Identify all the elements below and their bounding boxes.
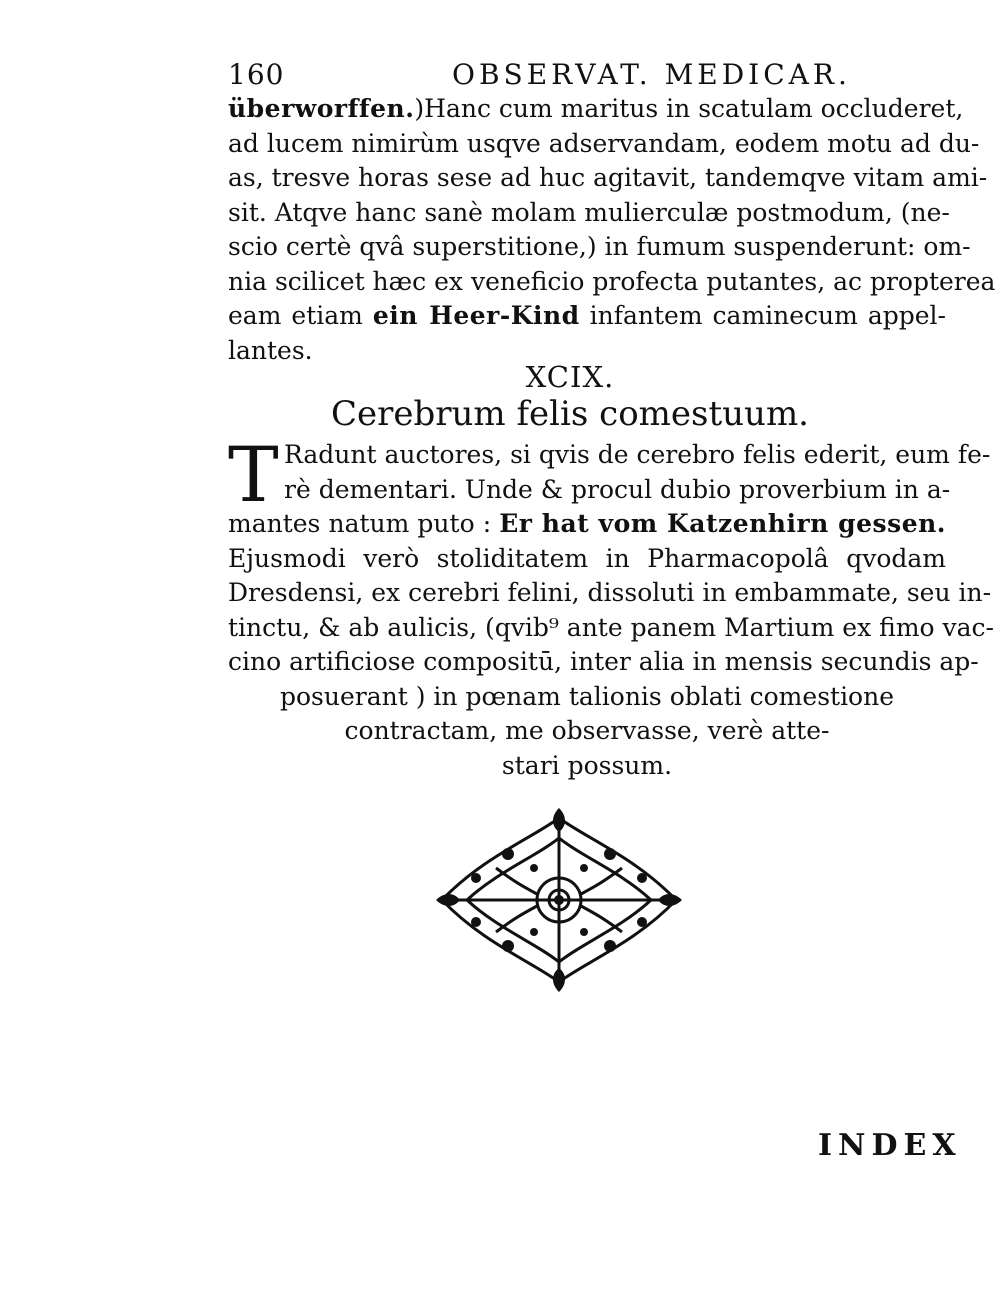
- blackletter-proverb: Er hat vom Katzenhirn gessen.: [499, 509, 946, 538]
- paragraph-2: [228, 430, 995, 783]
- line-text: mantes natum puto :: [228, 509, 492, 538]
- text-line: ad lucem nimirùm usqve adservandam, eodem motu ad du-: [228, 128, 980, 158]
- text-line: Dresdensi, ex cerebri felini, dissoluti in embammate, seu in-: [228, 578, 992, 607]
- section-title: Cerebrum felis comestuum.: [330, 394, 809, 434]
- blackletter-phrase: ein Heer-Kind: [372, 301, 580, 330]
- line-text: infantem caminecum appel-: [589, 301, 947, 330]
- blackletter-word: überworffen.: [228, 94, 415, 123]
- text-line: rè dementari. Unde & procul dubio proverbium in a-: [284, 474, 951, 504]
- text-line: Radunt auctores, si qvis de cerebro felis ederit, eum fe-: [284, 440, 991, 469]
- line-text: )Hanc cum maritus in scatulam occluderet,: [414, 94, 964, 123]
- text-line: as, tresve horas sese ad huc agitavit, tandemqve vitam ami-: [228, 163, 988, 192]
- text-line: sit. Atqve hanc sanè molam mulierculæ postmodum, (ne-: [228, 197, 950, 227]
- text-line: Ejusmodi verò stoliditatem in Pharmacopolâ qvodam: [228, 543, 946, 573]
- text-line: cino artificiose compositū, inter alia in mensis secundis ap-: [228, 647, 979, 676]
- text-line: [228, 92, 964, 127]
- text-line: [228, 299, 946, 334]
- drop-cap: T: [228, 430, 279, 519]
- text-line: nia scilicet hæc ex veneficio profecta putantes, ac propterea: [228, 266, 996, 296]
- text-line: lantes.: [228, 335, 313, 365]
- text-line: scio certè qvâ superstitione,) in fumum suspenderunt: om-: [228, 232, 971, 261]
- line-text: eam etiam: [228, 301, 363, 330]
- running-head: OBSERVAT. MEDICAR.: [452, 58, 851, 91]
- catchword: INDEX: [818, 1128, 962, 1163]
- paragraph-1: [228, 92, 996, 368]
- text-line: stari possum.: [501, 750, 673, 780]
- page-number: 160: [228, 58, 285, 91]
- text-line: contractam, me observasse, verè atte-: [344, 716, 830, 745]
- text-line: tinctu, & ab aulicis, (qvib⁹ ante panem Martium ex fimo vac-: [228, 612, 995, 642]
- printers-ornament-icon: [436, 808, 682, 992]
- text-line: [228, 507, 946, 542]
- text-line: posuerant ) in pœnam talionis oblati comestione: [279, 681, 895, 711]
- section-number: XCIX.: [525, 360, 615, 394]
